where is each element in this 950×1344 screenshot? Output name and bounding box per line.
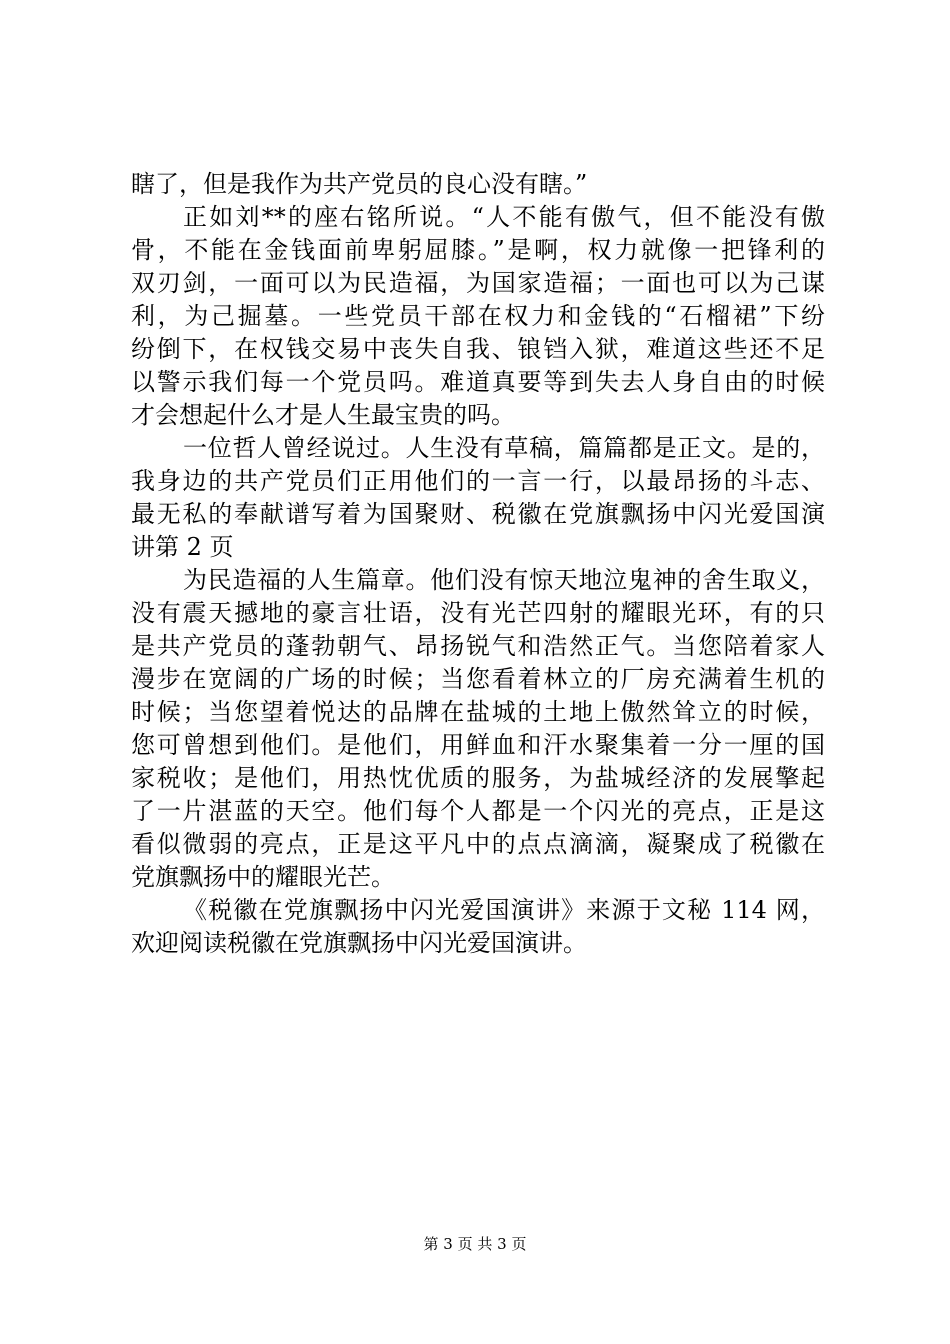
text-line: 利，为己掘墓。一些党员干部在权力和金钱的“石榴裙”下纷 <box>131 302 825 330</box>
text-line: 骨，不能在金钱面前卑躬屈膝。”是啊，权力就像一把锋利的 <box>131 236 825 264</box>
text-line: 以警示我们每一个党员吗。难道真要等到失去人身自由的时候 <box>131 368 825 396</box>
text-line: 正如刘**的座右铭所说。“人不能有傲气，但不能没有傲 <box>183 203 825 231</box>
text-line: 是共产党员的蓬勃朝气、昂扬锐气和浩然正气。当您陪着家人 <box>131 632 825 660</box>
text-line: 一位哲人曾经说过。人生没有草稿，篇篇都是正文。是的， <box>183 434 825 462</box>
text-line: 最无私的奉献谱写着为国聚财、税徽在党旗飘扬中闪光爱国演 <box>131 500 825 528</box>
text-line: 我身边的共产党员们正用他们的一言一行，以最昂扬的斗志、 <box>131 467 825 495</box>
text-line: 瞎了，但是我作为共产党员的良心没有瞎。” <box>131 170 588 198</box>
page-footer: 第 3 页 共 3 页 <box>423 1235 527 1253</box>
text-line: 双刃剑，一面可以为民造福，为国家造福；一面也可以为己谋 <box>131 269 825 297</box>
text-line: 家税收；是他们，用热忱优质的服务，为盐城经济的发展擎起 <box>131 764 825 792</box>
text-line: 漫步在宽阔的广场的时候；当您看着林立的厂房充满着生机的 <box>131 665 825 693</box>
text-line: 没有震天撼地的豪言壮语，没有光芒四射的耀眼光环，有的只 <box>131 599 825 627</box>
text-line: 党旗飘扬中的耀眼光芒。 <box>131 863 395 891</box>
text-line: 欢迎阅读税徽在党旗飘扬中闪光爱国演讲。 <box>131 929 587 957</box>
text-line: 才会想起什么才是人生最宝贵的吗。 <box>131 401 515 429</box>
text-line: 看似微弱的亮点，正是这平凡中的点点滴滴，凝聚成了税徽在 <box>131 830 825 858</box>
text-line: 为民造福的人生篇章。他们没有惊天地泣鬼神的舍生取义， <box>183 566 825 594</box>
text-line: 时候；当您望着悦达的品牌在盐城的土地上傲然耸立的时候， <box>131 698 825 726</box>
text-line: 纷倒下，在权钱交易中丧失自我、锒铛入狱，难道这些还不足 <box>131 335 825 363</box>
text-line: 《税徽在党旗飘扬中闪光爱国演讲》来源于文秘 114 网， <box>183 896 825 924</box>
document-body <box>131 168 825 960</box>
text-line: 讲第 2 页 <box>131 533 234 561</box>
text-line: 您可曾想到他们。是他们，用鲜血和汗水聚集着一分一厘的国 <box>131 731 825 759</box>
text-line: 了一片湛蓝的天空。他们每个人都是一个闪光的亮点，正是这 <box>131 797 825 825</box>
